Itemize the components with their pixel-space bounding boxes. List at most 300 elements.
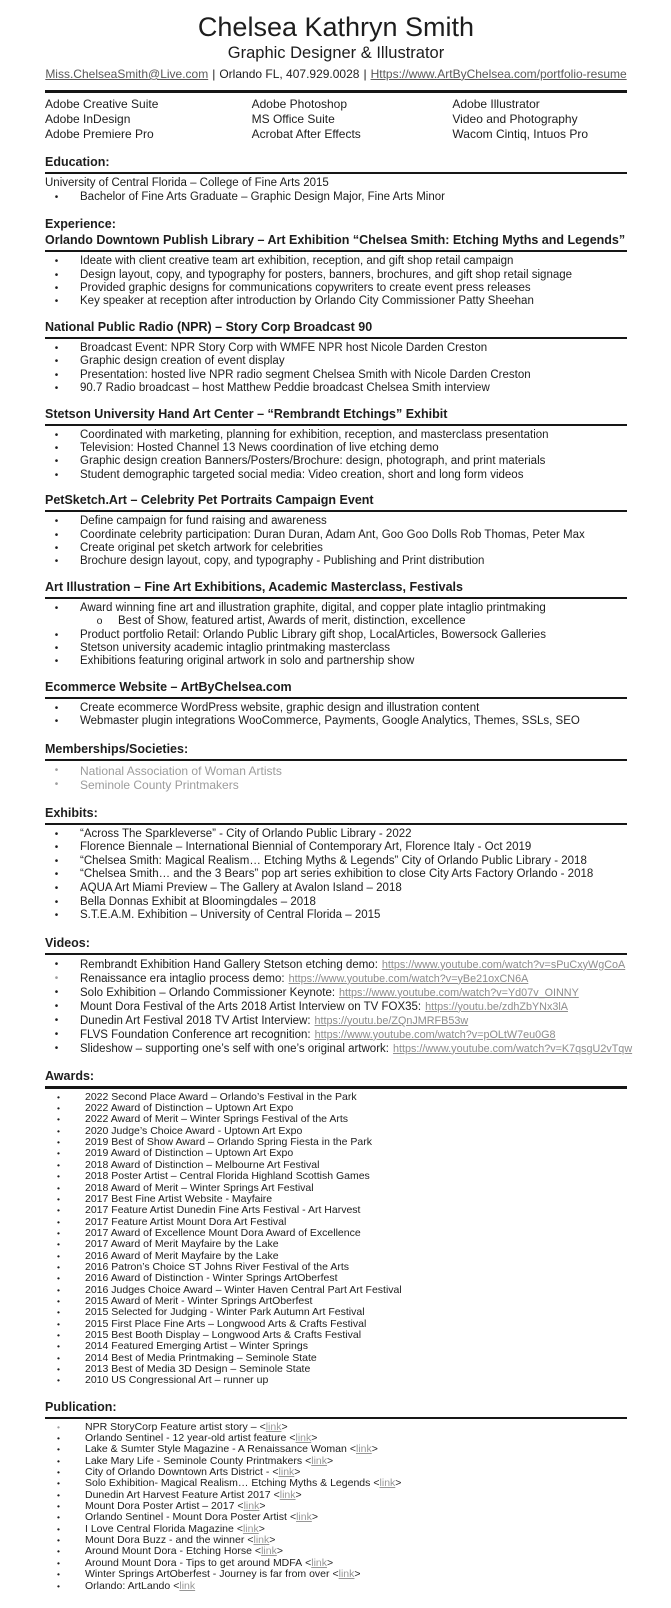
bullet-marker: • xyxy=(57,1182,60,1193)
award-item xyxy=(45,1375,627,1386)
link-close-bracket: > xyxy=(269,1534,276,1547)
video-url-link[interactable]: https://youtu.be/zdhZbYNx3lA xyxy=(425,1000,568,1013)
award-text: 2015 First Place Fine Arts – Longwood Arts & Crafts Festival xyxy=(85,1317,367,1330)
bullet-item xyxy=(45,642,627,655)
section-rule xyxy=(45,424,627,426)
bullet-text: Graphic design creation of event display xyxy=(80,355,285,368)
bullet-text: Graphic design creation Banners/Posters/Brochure: design, photograph, and print materials xyxy=(80,455,546,468)
bullet-item xyxy=(45,655,627,668)
bullet-item xyxy=(45,255,627,268)
link-open-bracket: < xyxy=(173,1579,180,1592)
bullet-marker: • xyxy=(54,1028,59,1040)
link-close-bracket: > xyxy=(258,1522,265,1535)
bullet-marker: • xyxy=(57,1261,60,1272)
link-close-bracket: > xyxy=(311,1432,318,1445)
page-subtitle: Graphic Designer & Illustrator xyxy=(227,44,445,63)
bullet-marker: • xyxy=(57,1421,60,1432)
bullet-marker: • xyxy=(54,1014,59,1026)
link-close-bracket: > xyxy=(281,1420,288,1433)
bullet-marker: • xyxy=(54,269,59,281)
section-rule xyxy=(45,597,627,599)
section-rule xyxy=(45,337,627,339)
bullet-marker: • xyxy=(54,456,59,468)
exhibit-item xyxy=(45,909,627,923)
bullet-item xyxy=(45,282,627,295)
video-url-link[interactable]: https://youtu.be/ZQnJMRFB53w xyxy=(314,1014,469,1027)
link-open-bracket: < xyxy=(247,1534,254,1547)
bullet-marker: • xyxy=(57,1295,60,1306)
bullet-marker: • xyxy=(57,1352,60,1363)
bullet-marker: • xyxy=(57,1512,60,1523)
publications-heading: Publication: xyxy=(45,1399,117,1414)
award-text: 2022 Award of Merit – Winter Springs Festival of the Arts xyxy=(85,1113,349,1126)
link-open-bracket: < xyxy=(273,1488,280,1501)
publication-text: Winter Springs ArtOberfest - Journey is far from over xyxy=(85,1568,330,1581)
publication-text: Orlando: ArtLando xyxy=(85,1579,171,1592)
bullet-item xyxy=(45,342,627,355)
bullet-marker: • xyxy=(54,702,59,714)
link-close-bracket: > xyxy=(294,1466,301,1479)
job-title: National Public Radio (NPR) – Story Corp Broadcast 90 xyxy=(45,319,373,334)
exhibit-text: “Chelsea Smith… and the 3 Bears” pop art series exhibition to close City Arts Factory Orlando - 2018 xyxy=(80,868,594,881)
award-text: 2016 Patron’s Choice ST Johns River Festival of the Arts xyxy=(85,1260,349,1273)
bullet-marker: • xyxy=(54,469,59,481)
job-art-illustration xyxy=(45,580,627,669)
video-label: Slideshow – supporting one’s self with one’s original artwork: xyxy=(80,1042,389,1055)
award-text: 2016 Judges Choice Award – Winter Haven Central Part Art Festival xyxy=(85,1283,402,1296)
video-url-link[interactable]: https://www.youtube.com/watch?v=K7qsgU2vTqw xyxy=(392,1042,633,1055)
bullet-marker: • xyxy=(57,1557,60,1568)
publication-link[interactable]: link xyxy=(295,1432,312,1445)
bullet-text: Create original pet sketch artwork for celebrities xyxy=(80,541,323,554)
bullet-text: Best of Show, featured artist, Awards of merit, distinction, excellence xyxy=(118,615,466,628)
award-text: 2017 Award of Merit Mayfaire by the Lake xyxy=(85,1238,279,1251)
skills-row xyxy=(45,112,627,127)
bullet-marker: • xyxy=(57,1171,60,1182)
link-close-bracket: > xyxy=(327,1556,334,1569)
link-open-bracket: < xyxy=(332,1568,339,1581)
education-heading: Education: xyxy=(45,155,110,170)
bullet-marker: • xyxy=(54,516,59,528)
bullet-marker: • xyxy=(57,1501,60,1512)
bullet-text: Exhibitions featuring original artwork in solo and partnership show xyxy=(80,655,415,668)
bullet-marker: • xyxy=(54,896,59,908)
bullet-marker: • xyxy=(54,642,59,654)
exhibit-item xyxy=(45,828,627,842)
bullet-marker: • xyxy=(57,1535,60,1546)
bullet-marker: • xyxy=(54,296,59,308)
job-orlando-library xyxy=(45,233,627,309)
bullet-marker: • xyxy=(54,342,59,354)
skill-cell: MS Office Suite xyxy=(251,112,335,127)
bullet-text: Stetson university academic intaglio printmaking masterclass xyxy=(80,641,390,654)
link-open-bracket: < xyxy=(289,1511,297,1524)
award-item xyxy=(45,1205,627,1216)
publication-link[interactable]: link xyxy=(296,1511,312,1524)
publication-link[interactable]: link xyxy=(253,1534,270,1547)
video-url-link[interactable]: https://www.youtube.com/watch?v=sPuCxyWgCoA xyxy=(381,958,626,971)
exhibits-heading: Exhibits: xyxy=(45,805,98,820)
skill-cell: Wacom Cintiq, Intuos Pro xyxy=(452,127,588,142)
bullet-item xyxy=(45,515,627,528)
link-open-bracket: < xyxy=(305,1556,312,1569)
link-close-bracket: > xyxy=(395,1477,402,1490)
publication-text: I Love Central Florida Magazine xyxy=(85,1522,234,1535)
section-rule xyxy=(45,172,627,174)
publication-link[interactable]: link xyxy=(379,1477,396,1490)
award-text: 2020 Judge’s Choice Award - Uptown Art Expo xyxy=(85,1124,303,1137)
skills-table xyxy=(45,90,627,142)
bullet-marker: • xyxy=(54,779,59,791)
bullet-marker: • xyxy=(57,1523,60,1534)
link-open-bracket: < xyxy=(305,1454,312,1467)
bullet-marker: • xyxy=(54,869,59,881)
bullet-item xyxy=(45,529,627,542)
skill-cell: Video and Photography xyxy=(452,112,578,127)
bullet-item xyxy=(45,469,627,482)
exhibit-text: Florence Biennale – International Biennial of Contemporary Art, Florence Italy - Oct 2019 xyxy=(80,841,532,854)
publication-item xyxy=(45,1558,627,1569)
job-title: Stetson University Hand Art Center – “Rembrandt Etchings” Exhibit xyxy=(45,406,448,421)
link-close-bracket: > xyxy=(295,1488,302,1501)
bullet-marker: • xyxy=(54,429,59,441)
link-open-bracket: < xyxy=(254,1545,262,1558)
award-text: 2019 Best of Show Award – Orlando Spring Fiesta in the Park xyxy=(85,1136,372,1149)
publication-text: Solo Exhibition- Magical Realism… Etching Myths & Legends xyxy=(85,1477,371,1490)
link-open-bracket: < xyxy=(272,1466,279,1479)
link-open-bracket: < xyxy=(259,1420,266,1433)
exhibit-item xyxy=(45,841,627,855)
exhibit-item xyxy=(45,855,627,869)
link-close-bracket: > xyxy=(276,1545,283,1558)
phone-text: Orlando FL, 407.929.0028 xyxy=(219,66,360,81)
publication-link[interactable]: link xyxy=(261,1545,277,1558)
bullet-marker: • xyxy=(57,1364,60,1374)
award-text: 2014 Featured Emerging Artist – Winter Springs xyxy=(85,1340,308,1353)
video-label: FLVS Foundation Conference art recognition: xyxy=(80,1028,311,1041)
bullet-marker: • xyxy=(54,369,59,381)
bullet-marker: • xyxy=(57,1546,60,1557)
job-petsketch xyxy=(45,493,627,569)
publication-link[interactable]: link xyxy=(278,1466,295,1479)
bullet-marker: • xyxy=(57,1227,60,1238)
membership-text: Seminole County Printmakers xyxy=(80,778,239,793)
bullet-marker: • xyxy=(54,828,59,840)
bullet-item xyxy=(45,369,627,382)
job-title: Ecommerce Website – ArtByChelsea.com xyxy=(45,679,292,694)
video-label: Mount Dora Festival of the Arts 2018 Artist Interview on TV FOX35: xyxy=(80,1000,422,1013)
video-url-link[interactable]: https://www.youtube.com/watch?v=pOLtW7eu0G8 xyxy=(314,1028,556,1041)
bullet-text: Student demographic targeted social media: Video creation, short and long form videos xyxy=(80,468,524,481)
award-text: 2018 Award of Distinction – Melbourne Art Festival xyxy=(85,1158,320,1171)
bullet-item xyxy=(45,629,627,642)
bullet-marker: • xyxy=(57,1433,60,1444)
publication-link[interactable]: link xyxy=(243,1500,260,1513)
publication-text: Mount Dora Buzz - and the winner xyxy=(85,1534,245,1547)
award-text: 2018 Award of Merit – Winter Springs Art Festival xyxy=(85,1181,314,1194)
link-close-bracket: > xyxy=(311,1511,318,1524)
award-text: 2017 Feature Artist Dunedin Fine Arts Festival - Art Harvest xyxy=(85,1204,361,1217)
award-item xyxy=(45,1273,627,1284)
award-item xyxy=(45,1171,627,1182)
award-text: 2015 Selected for Judging - Winter Park Autumn Art Festival xyxy=(85,1306,365,1319)
bullet-marker: • xyxy=(54,442,59,454)
awards-section xyxy=(45,1069,627,1387)
video-item xyxy=(45,986,627,1000)
bullet-item xyxy=(45,602,627,615)
link-close-bracket: > xyxy=(327,1454,334,1467)
publication-link[interactable]: link xyxy=(279,1488,296,1501)
exhibit-text: “Chelsea Smith: Magical Realism… Etching Myths & Legends” City of Orlando Public Library - 2018 xyxy=(80,854,587,867)
job-npr xyxy=(45,320,627,396)
job-stetson xyxy=(45,407,627,483)
bullet-marker: • xyxy=(54,1042,59,1054)
exhibits-section xyxy=(45,806,627,923)
bullet-text: Product portfolio Retail: Orlando Public Library gift shop, LocalArticles, Bowersock Galleries xyxy=(80,628,546,641)
bullet-text: Award winning fine art and illustration graphite, digital, and copper plate intaglio printmaking xyxy=(80,601,546,614)
award-text: 2017 Award of Excellence Mount Dora Award of Excellence xyxy=(85,1226,361,1239)
bullet-marker: • xyxy=(54,602,59,614)
exhibit-item xyxy=(45,882,627,896)
bullet-marker: • xyxy=(57,1307,60,1318)
award-item xyxy=(45,1341,627,1352)
exhibit-text: AQUA Art Miami Preview – The Gallery at Avalon Island – 2018 xyxy=(80,881,402,894)
bullet-text: Brochure design layout, copy, and typography - Publishing and Print distribution xyxy=(80,555,485,568)
exhibit-text: S.T.E.A.M. Exhibition – University of Central Florida – 2015 xyxy=(80,909,381,922)
bullet-item xyxy=(45,455,627,468)
bullet-item xyxy=(45,429,627,442)
bullet-marker: • xyxy=(57,1125,60,1136)
bullet-marker: • xyxy=(54,542,59,554)
education-section xyxy=(45,155,627,204)
bullet-marker: • xyxy=(57,1239,60,1250)
bullet-marker: • xyxy=(54,256,59,268)
award-text: 2013 Best of Media 3D Design – Seminole State xyxy=(85,1363,311,1375)
skill-cell: Adobe Premiere Pro xyxy=(45,127,154,142)
bullet-marker: • xyxy=(54,855,59,867)
job-title: Orlando Downtown Publish Library – Art Exhibition “Chelsea Smith: Etching Myths and Legends” xyxy=(45,233,626,248)
contact-line xyxy=(45,67,627,83)
publication-text: Lake Mary Life - Seminole County Printmakers xyxy=(85,1454,303,1467)
bullet-marker: • xyxy=(54,910,59,922)
publication-link[interactable]: link xyxy=(311,1454,327,1467)
publication-text: Lake & Sumter Style Magazine - A Renaissance Woman xyxy=(85,1443,347,1456)
section-rule xyxy=(45,697,627,699)
page-title: Chelsea Kathryn Smith xyxy=(197,12,475,42)
bullet-marker: • xyxy=(57,1148,60,1159)
publication-item xyxy=(45,1535,627,1546)
membership-item xyxy=(45,778,627,793)
exhibit-text: Bella Donnas Exhibit at Bloomingdales – 2018 xyxy=(80,895,316,908)
bullet-text: Presentation: hosted live NPR radio segment Chelsea Smith with Nicole Darden Creston xyxy=(80,368,531,381)
bullet-text: Coordinate celebrity participation: Duran Duran, Adam Ant, Goo Goo Dolls Rob Thomas, Peter Max xyxy=(80,528,585,541)
bullet-marker: • xyxy=(57,1478,60,1489)
bullet-item xyxy=(45,715,627,728)
sub-bullet-marker: o xyxy=(96,615,103,628)
exhibit-text: “Across The Sparkleverse” - City of Orlando Public Library - 2022 xyxy=(80,827,412,840)
bullet-marker: • xyxy=(54,556,59,568)
award-text: 2019 Award of Distinction – Uptown Art Expo xyxy=(85,1147,294,1160)
publication-item xyxy=(45,1546,627,1557)
website-link[interactable]: Https://www.ArtByChelsea.com/portfolio-resume xyxy=(370,66,627,81)
bullet-marker: • xyxy=(57,1341,60,1352)
email-link[interactable]: Miss.ChelseaSmith@Live.com xyxy=(45,66,209,81)
job-title: Art Illustration – Fine Art Exhibitions, Academic Masterclass, Festivals xyxy=(45,579,463,594)
publication-link[interactable]: link xyxy=(242,1522,259,1535)
video-url-link[interactable]: https://www.youtube.com/watch?v=Yd07v_OINNY xyxy=(339,986,579,999)
education-school: University of Central Florida – College of Fine Arts 2015 xyxy=(45,177,329,190)
bullet-marker: • xyxy=(57,1375,60,1386)
publication-text: NPR StoryCorp Feature artist story – xyxy=(85,1420,257,1433)
publication-text: Around Mount Dora - Etching Horse xyxy=(85,1545,252,1558)
section-rule xyxy=(45,823,627,825)
bullet-item xyxy=(45,295,627,308)
link-close-bracket: > xyxy=(354,1568,361,1581)
bullet-marker: • xyxy=(57,1569,60,1580)
resume-header xyxy=(45,12,627,82)
video-item xyxy=(45,972,627,986)
bullet-marker: • xyxy=(57,1467,60,1478)
publication-link[interactable]: link xyxy=(265,1420,282,1433)
bullet-marker: • xyxy=(57,1250,60,1261)
bullet-text: Provided graphic designs for communications copywriters to create event press releases xyxy=(80,282,531,295)
link-open-bracket: < xyxy=(237,1500,244,1513)
bullet-text: Key speaker at reception after introduction by Orlando City Commissioner Patty Sheehan xyxy=(80,295,534,308)
bullet-marker: • xyxy=(54,972,59,984)
section-rule xyxy=(45,250,627,252)
section-rule xyxy=(45,1086,627,1089)
bullet-marker: • xyxy=(54,986,59,998)
award-text: 2022 Second Place Award – Orlando’s Festival in the Park xyxy=(85,1090,357,1103)
bullet-item xyxy=(45,355,627,368)
bullet-marker: • xyxy=(57,1103,60,1114)
video-label: Dunedin Art Festival 2018 TV Artist Interview: xyxy=(80,1014,311,1027)
award-item xyxy=(45,1307,627,1318)
section-rule xyxy=(45,1417,627,1419)
link-open-bracket: < xyxy=(236,1522,243,1535)
exhibit-item xyxy=(45,868,627,882)
bullet-text: Coordinated with marketing, planning for exhibition, reception, and masterclass presentation xyxy=(80,428,549,441)
publication-link[interactable]: link xyxy=(356,1443,372,1456)
bullet-marker: • xyxy=(57,1114,60,1125)
skill-cell: Adobe Illustrator xyxy=(452,97,540,112)
award-text: 2010 US Congressional Art – runner up xyxy=(85,1374,269,1387)
bullet-marker: • xyxy=(54,191,59,203)
bullet-text: Webmaster plugin integrations WooCommerce, Payments, Google Analytics, Themes, SSLs, SEO xyxy=(80,715,580,728)
bullet-marker: • xyxy=(54,1000,59,1012)
award-text: 2015 Award of Merit - Winter Springs ArtOberfest xyxy=(85,1294,313,1307)
section-rule xyxy=(45,759,627,761)
award-text: 2017 Feature Artist Mount Dora Art Festival xyxy=(85,1215,287,1228)
bullet-text: Define campaign for fund raising and awareness xyxy=(80,515,327,528)
bullet-text: Bachelor of Fine Arts Graduate – Graphic Design Major, Fine Arts Minor xyxy=(80,190,445,203)
membership-item xyxy=(45,764,627,779)
experience-section xyxy=(45,217,627,728)
award-text: 2018 Poster Artist – Central Florida Highland Scottish Games xyxy=(85,1170,370,1183)
bullet-marker: • xyxy=(57,1273,60,1284)
award-text: 2016 Award of Merit Mayfaire by the Lake xyxy=(85,1249,279,1262)
link-open-bracket: < xyxy=(349,1443,356,1456)
bullet-marker: • xyxy=(54,958,59,970)
award-text: 2017 Best Fine Artist Website - Mayfaire xyxy=(85,1192,273,1205)
bullet-marker: • xyxy=(54,716,59,728)
publication-text: Orlando Sentinel - Mount Dora Poster Artist xyxy=(85,1511,287,1524)
video-item xyxy=(45,1000,627,1014)
bullet-item xyxy=(45,269,627,282)
video-item xyxy=(45,958,627,972)
award-text: 2016 Award of Distinction - Winter Springs ArtOberfest xyxy=(85,1272,338,1285)
skills-row xyxy=(45,97,627,112)
bullet-marker: • xyxy=(57,1444,60,1455)
award-text: 2015 Best Booth Display – Longwood Arts & Crafts Festival xyxy=(85,1328,362,1341)
bullet-marker: • xyxy=(54,529,59,541)
video-label: Solo Exhibition – Orlando Commissioner Keynote: xyxy=(80,986,336,999)
video-label: Rembrandt Exhibition Hand Gallery Stetson etching demo: xyxy=(80,958,378,971)
videos-heading: Videos: xyxy=(45,935,90,950)
bullet-item xyxy=(45,542,627,555)
publication-text: City of Orlando Downtown Arts District - xyxy=(85,1466,270,1479)
skill-cell: Adobe Creative Suite xyxy=(45,97,159,112)
video-url-link[interactable]: https://www.youtube.com/watch?v=yBe21oxCN6A xyxy=(288,972,529,985)
bullet-marker: • xyxy=(54,656,59,668)
video-label: Renaissance era intaglio process demo: xyxy=(80,972,285,985)
bullet-text: Broadcast Event: NPR Story Corp with WMFE NPR host Nicole Darden Creston xyxy=(80,341,488,354)
separator: | xyxy=(363,66,367,81)
publication-text: Mount Dora Poster Artist – 2017 xyxy=(85,1500,235,1513)
bullet-marker: • xyxy=(54,764,59,776)
publication-link[interactable]: link xyxy=(338,1568,355,1581)
bullet-marker: • xyxy=(54,356,59,368)
publication-link[interactable]: link xyxy=(179,1579,196,1592)
skills-row xyxy=(45,127,627,142)
sub-bullet-item xyxy=(45,615,627,628)
bullet-marker: • xyxy=(54,383,59,395)
bullet-marker: • xyxy=(57,1091,60,1102)
job-title: PetSketch.Art – Celebrity Pet Portraits Campaign Event xyxy=(45,493,374,508)
bullet-marker: • xyxy=(57,1284,60,1295)
award-text: 2022 Award of Distinction – Uptown Art Expo xyxy=(85,1102,294,1115)
link-open-bracket: < xyxy=(373,1477,380,1490)
publication-text: Dunedin Art Harvest Feature Artist 2017 xyxy=(85,1488,271,1501)
bullet-text: 90.7 Radio broadcast – host Matthew Peddie broadcast Chelsea Smith interview xyxy=(80,382,490,395)
bullet-marker: • xyxy=(57,1489,60,1500)
link-open-bracket: < xyxy=(289,1432,296,1445)
awards-heading: Awards: xyxy=(45,1068,95,1083)
bullet-marker: • xyxy=(57,1580,60,1591)
memberships-heading: Memberships/Societies: xyxy=(45,741,189,756)
bullet-marker: • xyxy=(54,842,59,854)
publication-item xyxy=(45,1581,627,1592)
video-item xyxy=(45,1028,627,1042)
publication-text: Orlando Sentinel - 12 year-old artist feature xyxy=(85,1432,287,1445)
memberships-section xyxy=(45,742,627,793)
bullet-item xyxy=(45,442,627,455)
education-bullet xyxy=(45,191,627,204)
videos-section xyxy=(45,935,633,1056)
bullet-item xyxy=(45,702,627,715)
section-rule xyxy=(45,510,627,512)
exhibit-item xyxy=(45,896,627,910)
award-item xyxy=(45,1239,627,1250)
bullet-text: Ideate with client creative team art exhibition, reception, and gift shop retail campaign xyxy=(80,255,514,268)
bullet-marker: • xyxy=(57,1159,60,1170)
publication-link[interactable]: link xyxy=(311,1556,328,1569)
bullet-marker: • xyxy=(54,882,59,894)
job-ecommerce xyxy=(45,680,627,729)
bullet-item xyxy=(45,382,627,395)
bullet-item xyxy=(45,555,627,568)
bullet-marker: • xyxy=(57,1329,60,1340)
